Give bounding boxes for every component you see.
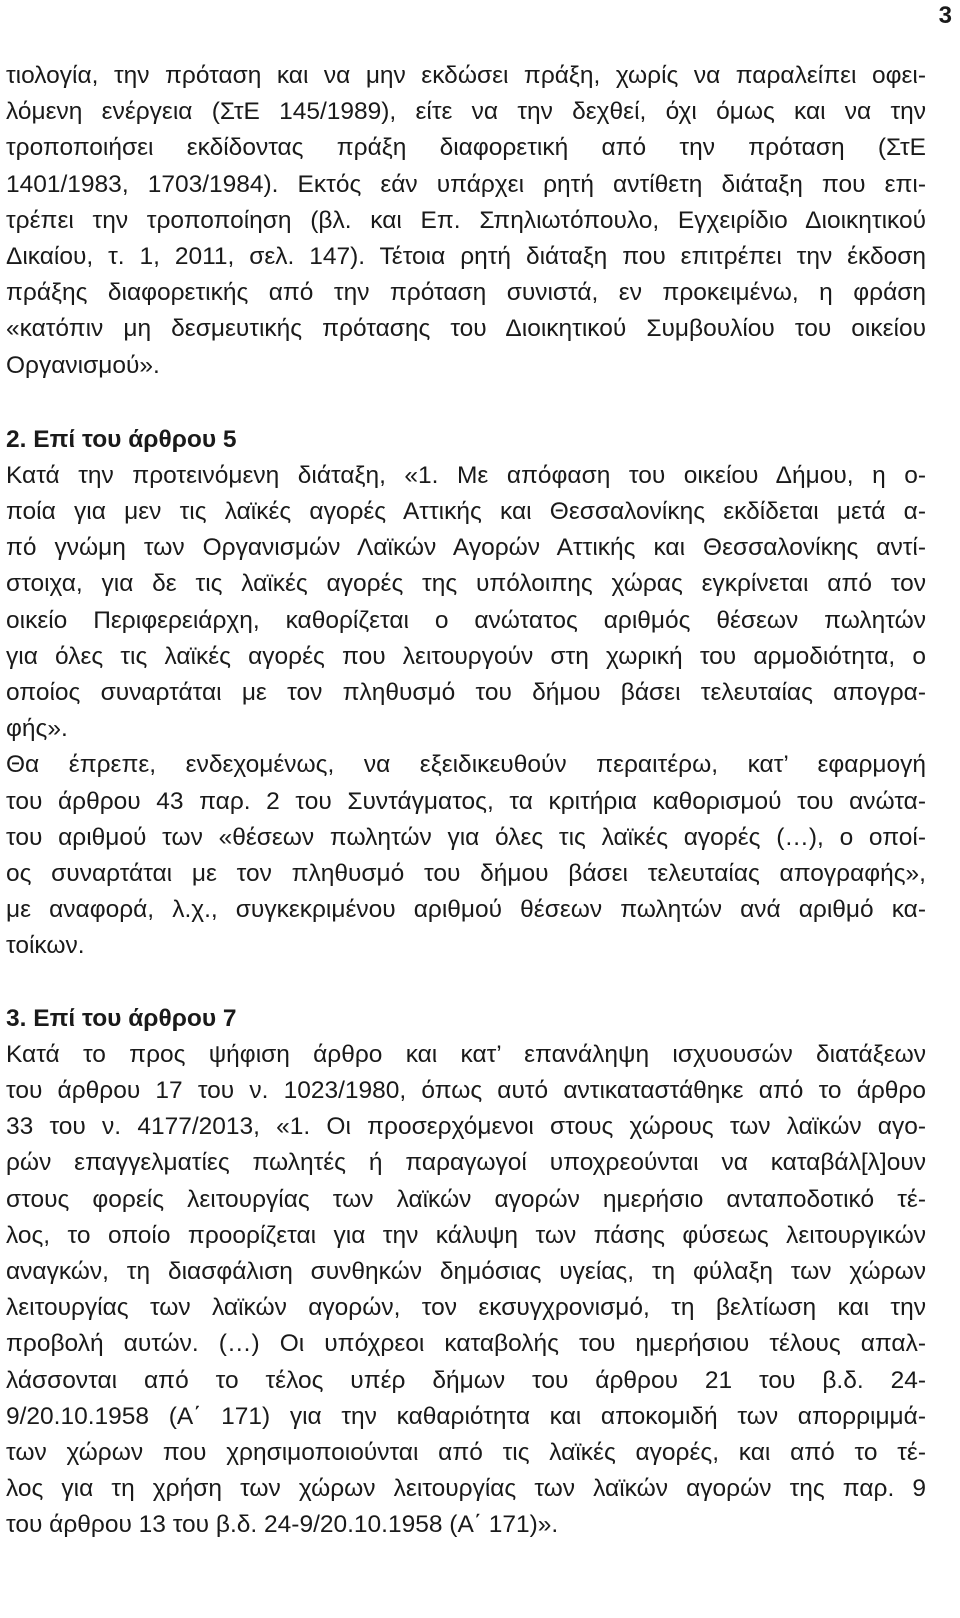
text-line: οποίος συναρτάται με τον πληθυσμό του δήμου βάσει τελευταίας απογρα- bbox=[6, 679, 926, 706]
text-line: του άρθρου 43 παρ. 2 του Συντάγματος, τα κριτήρια καθορισμού του ανώτα- bbox=[6, 787, 926, 815]
text-line: του άρθρου 13 του β.δ. 24-9/20.10.1958 (Α΄ 171)». bbox=[6, 1511, 559, 1539]
text-line: αναγκών, τη διασφάλιση συνθηκών δημόσιας υγείας, τη φύλαξη των χώρων bbox=[6, 1258, 926, 1285]
text-line: του άρθρου 17 του ν. 1023/1980, όπως αυτό αντικαταστάθηκε από το άρθρο bbox=[6, 1077, 926, 1105]
text-line: με αναφορά, λ.χ., συγκεκριμένου αριθμού θέσεων πωλητών ανά αριθμό κα- bbox=[6, 896, 926, 924]
text-line: του αριθμού των «θέσεων πωλητών για όλες τις λαϊκές αγορές (…), ο οποί- bbox=[6, 823, 926, 851]
section-heading: 3. Επί του άρθρου 7 bbox=[6, 1004, 237, 1032]
text-line: τρέπει την τροποποίηση (βλ. και Επ. Σπηλιωτόπουλο, Εγχειρίδιο Διοικητικού bbox=[6, 206, 926, 234]
text-line: τιολογία, την πρόταση και να μην εκδώσει πράξη, χωρίς να παραλείπει οφει- bbox=[6, 62, 926, 89]
text-line: των χώρων που χρησιμοποιούνται από τις λαϊκές αγορές, και από το τέ- bbox=[6, 1438, 926, 1466]
section-heading: 2. Επί του άρθρου 5 bbox=[6, 425, 237, 453]
text-line: οικείο Περιφερειάρχη, καθορίζεται ο ανώτατος αριθμός θέσεων πωλητών bbox=[6, 606, 926, 634]
text-line: τροποποιήσει εκδίδοντας πράξη διαφορετική από την πρόταση (ΣτΕ bbox=[6, 134, 926, 162]
document-body bbox=[6, 58, 926, 1544]
text-line: ος συναρτάται με τον πληθυσμό του δήμου βάσει τελευταίας απογραφής», bbox=[6, 859, 926, 887]
text-line: λος για τη χρήση των χώρων λειτουργίας των λαϊκών αγορών της παρ. 9 bbox=[6, 1475, 926, 1503]
text-line: Κατά την προτεινόμενη διάταξη, «1. Με απόφαση του οικείου Δήμου, η ο- bbox=[6, 461, 926, 489]
text-line: 33 του ν. 4177/2013, «1. Οι προσερχόμενοι στους χώρους των λαϊκών αγο- bbox=[6, 1113, 926, 1141]
text-line: λόμενη ενέργεια (ΣτΕ 145/1989), είτε να την δεχθεί, όχι όμως και να την bbox=[6, 98, 926, 126]
text-line: φής». bbox=[6, 715, 68, 743]
text-line: Κατά το προς ψήφιση άρθρο και κατ’ επανάληψη ισχυουσών διατάξεων bbox=[6, 1040, 926, 1068]
text-line: Οργανισμού». bbox=[6, 351, 160, 379]
paragraph bbox=[6, 747, 926, 964]
text-line: λάσσονται από το τέλος υπέρ δήμων του άρθρου 21 του β.δ. 24- bbox=[6, 1366, 926, 1394]
text-line: Θα έπρεπε, ενδεχομένως, να εξειδικευθούν περαιτέρω, κατ’ εφαρμογή bbox=[6, 751, 926, 779]
spacer bbox=[6, 965, 926, 1001]
text-line: «κατόπιν μη δεσμευτικής πρότασης του Διοικητικού Συμβουλίου του οικείου bbox=[6, 315, 926, 343]
text-line: στους φορείς λειτουργίας των λαϊκών αγορών ημερήσιο ανταποδοτικό τέ- bbox=[6, 1185, 926, 1213]
text-line: για όλες τις λαϊκές αγορές που λειτουργούν στη χωρική του αρμοδιότητα, ο bbox=[6, 642, 926, 670]
text-line: στοιχα, για δε τις λαϊκές αγορές της υπόλοιπης χώρας εγκρίνεται από τον bbox=[6, 570, 926, 598]
text-line: προβολή αυτών. (…) Οι υπόχρεοι καταβολής του ημερήσιου τέλους απαλ- bbox=[6, 1330, 926, 1358]
text-line: πράξης διαφορετικής από την πρόταση συνιστά, εν προκειμένω, η φράση bbox=[6, 279, 926, 307]
paragraph bbox=[6, 458, 926, 748]
page-number: 3 bbox=[938, 2, 952, 29]
text-line: λος, το οποίο προορίζεται για την κάλυψη των πάσης φύσεως λειτουργικών bbox=[6, 1221, 926, 1249]
text-line: τοίκων. bbox=[6, 932, 85, 960]
paragraph bbox=[6, 1037, 926, 1544]
spacer bbox=[6, 384, 926, 422]
text-line: ρών επαγγελματίες πωλητές ή παραγωγοί υποχρεούνται να καταβάλ[λ]ουν bbox=[6, 1149, 926, 1177]
text-line: 9/20.10.1958 (Α΄ 171) για την καθαριότητα και αποκομιδή των απορριμμά- bbox=[6, 1402, 926, 1430]
text-line: 1401/1983, 1703/1984). Εκτός εάν υπάρχει ρητή αντίθετη διάταξη που επι- bbox=[6, 170, 926, 198]
text-line: Δικαίου, τ. 1, 2011, σελ. 147). Τέτοια ρητή διάταξη που επιτρέπει την έκδοση bbox=[6, 242, 926, 270]
text-line: ποία για μεν τις λαϊκές αγορές Αττικής και Θεσσαλονίκης εκδίδεται μετά α- bbox=[6, 498, 926, 526]
text-line: λειτουργίας των λαϊκών αγορών, τον εκσυγχρονισμό, τη βελτίωση και την bbox=[6, 1294, 926, 1322]
text-line: πό γνώμη των Οργανισμών Λαϊκών Αγορών Αττικής και Θεσσαλονίκης αντί- bbox=[6, 534, 926, 562]
paragraph bbox=[6, 58, 926, 384]
